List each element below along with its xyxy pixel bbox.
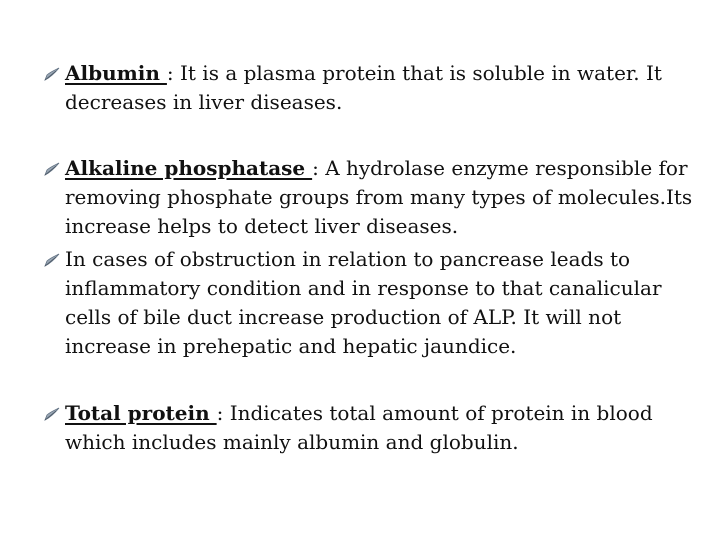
- term-albumin: Albumin: [65, 61, 167, 85]
- total-protein-description: : Indicates total amount of protein in blood which includes mainly albumin and globulin.: [65, 401, 653, 454]
- term-total-protein: Total protein: [65, 401, 217, 425]
- feather-bullet-icon: [44, 161, 60, 177]
- alkaline-phosphatase-description: : A hydrolase enzyme responsible for removing phosphate groups from many types of molecules.Its increase helps to detect liver diseases.: [65, 156, 693, 238]
- feather-bullet-icon: [44, 66, 60, 82]
- bullet-alp-obstruction: [44, 245, 694, 361]
- feather-bullet-icon: [44, 406, 60, 422]
- alp-obstruction-description: In cases of obstruction in relation to pancrease leads to inflammatory condition and in response to that canalicular cells of bile duct increase production of ALP. It will not increase in prehepatic and hepatic jaundice.: [65, 247, 662, 358]
- albumin-description: : It is a plasma protein that is soluble in water. It decreases in liver diseases.: [65, 61, 662, 114]
- term-alkaline-phosphatase: Alkaline phosphatase: [65, 156, 313, 180]
- feather-bullet-icon: [44, 252, 60, 268]
- bullet-alkaline-phosphatase: [44, 154, 694, 241]
- bullet-total-protein: [44, 399, 694, 457]
- bullet-albumin: [44, 59, 694, 117]
